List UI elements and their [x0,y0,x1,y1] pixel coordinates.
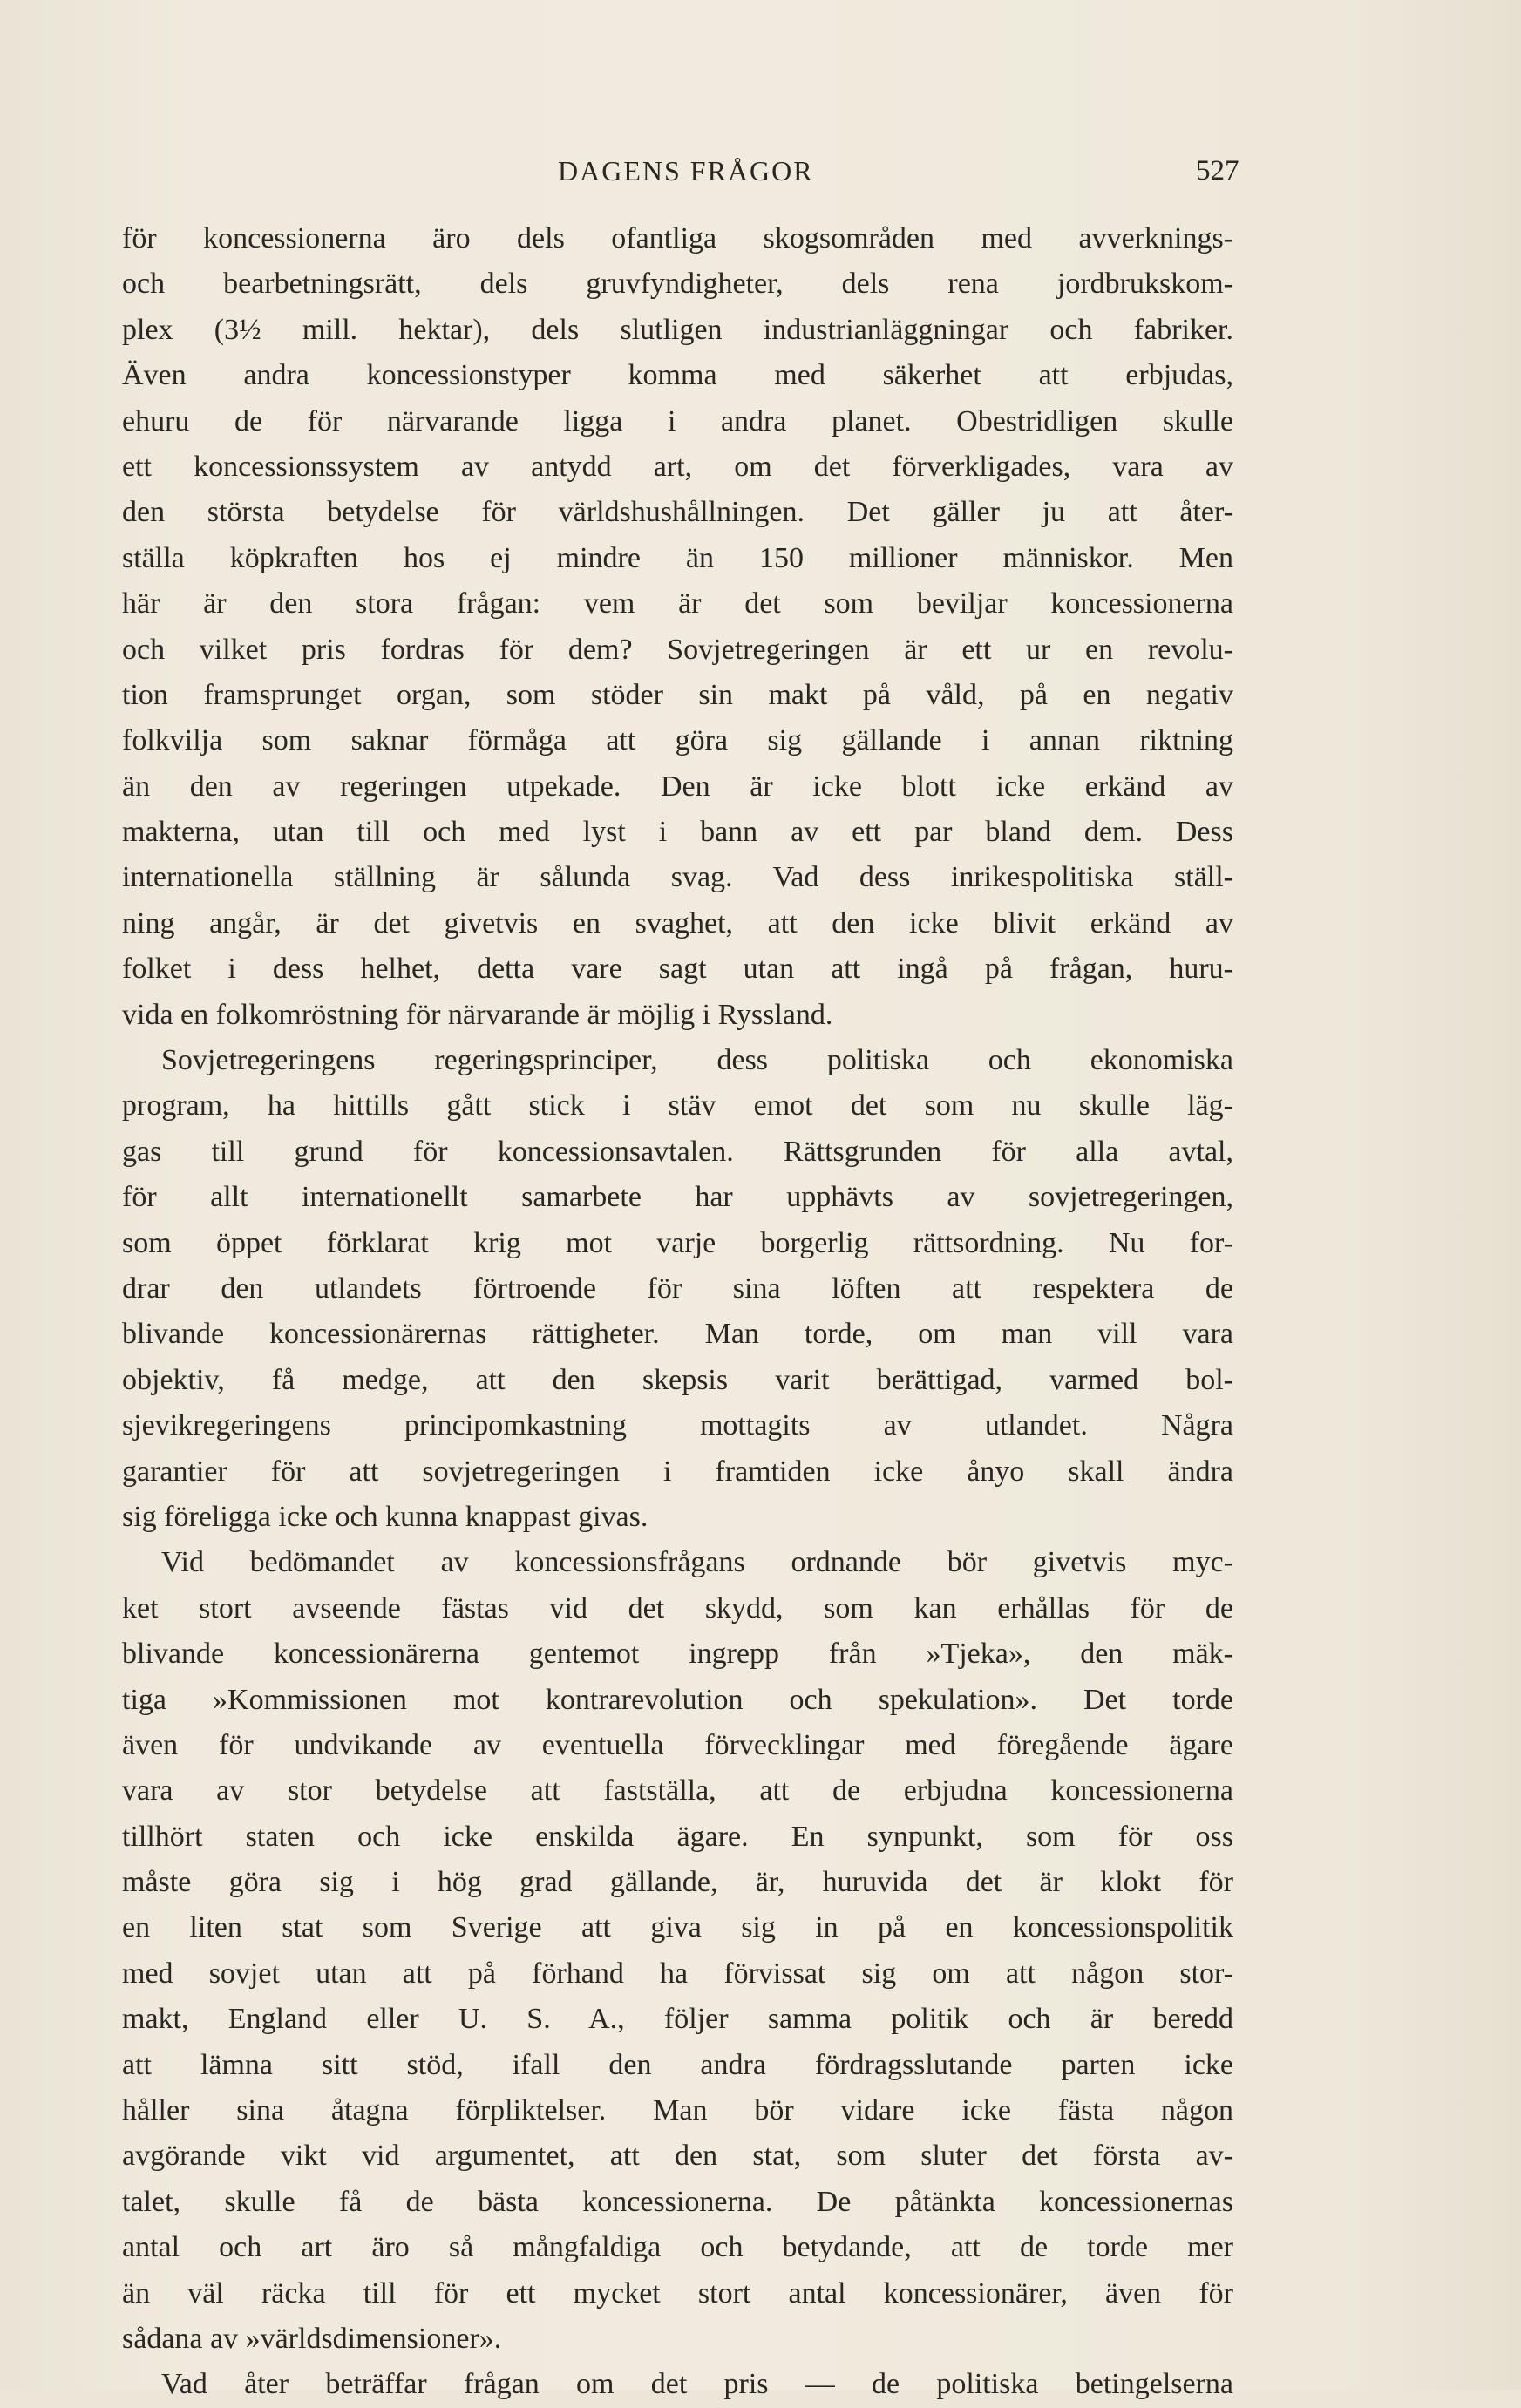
text-line-paragraph-end: vida en folkomröstning för närvarande är möjlig i Ryssland. [122,998,833,1031]
text-line: talet, skulle få de bästa koncessionerna. De påtänkta koncessionernas [122,2185,1233,2218]
text-line: blivande koncessionärernas rättigheter. Man torde, om man vill vara [122,1318,1233,1351]
text-line: med sovjet utan att på förhand ha förvissat sig om att någon stor- [122,1957,1233,1990]
text-line: makterna, utan till och med lyst i bann av ett par bland dem. Dess [122,816,1233,849]
text-line: här är den stora frågan: vem är det som beviljar koncessionerna [122,587,1233,621]
text-line: en liten stat som Sverige att giva sig in på en koncessionspolitik [122,1911,1233,1944]
text-line: ehuru de för närvarande ligga i andra planet. Obestridligen skulle [122,404,1233,438]
text-line: drar den utlandets förtroende för sina löften att respektera de [122,1272,1233,1305]
text-line-paragraph-start: Sovjetregeringens regeringsprinciper, dess politiska och ekonomiska [161,1044,1233,1077]
text-line: ett koncessionssystem av antydd art, om det förverkligades, vara av [122,450,1233,483]
text-line: håller sina åtagna förpliktelser. Man bör vidare icke fästa någon [122,2094,1233,2127]
text-line: och vilket pris fordras för dem? Sovjetregeringen är ett ur en revolu- [122,633,1233,666]
text-line: vara av stor betydelse att fastställa, att de erbjudna koncessionerna [122,1774,1233,1808]
text-line: ket stort avseende fästas vid det skydd, som kan erhållas för de [122,1591,1233,1625]
text-line: folkvilja som saknar förmåga att göra sig gällande i annan riktning [122,724,1233,757]
text-line: än den av regeringen utpekade. Den är icke blott icke erkänd av [122,770,1233,803]
body-text [122,216,1233,2408]
text-line: som öppet förklarat krig mot varje borgerlig rättsordning. Nu for- [122,1226,1233,1259]
text-line-paragraph-start: Vid bedömandet av koncessionsfrågans ordnande bör givetvis myc- [161,1546,1233,1579]
text-line: garantier för att sovjetregeringen i framtiden icke ånyo skall ändra [122,1455,1233,1488]
text-line: program, ha hittills gått stick i stäv emot det som nu skulle läg- [122,1089,1233,1123]
text-line: avgörande vikt vid argumentet, att den stat, som sluter det första av- [122,2140,1233,2173]
text-line: tiga »Kommissionen mot kontrarevolution och spekulation». Det torde [122,1683,1233,1716]
text-line: folket i dess helhet, detta vare sagt utan att ingå på frågan, huru- [122,953,1233,986]
text-line: blivande koncessionärerna gentemot ingrepp från »Tjeka», den mäk- [122,1638,1233,1671]
text-line: ställa köpkraften hos ej mindre än 150 millioner människor. Men [122,541,1233,574]
text-line: makt, England eller U. S. A., följer samma politik och är beredd [122,2003,1233,2036]
text-line-paragraph-end: sådana av »världsdimensioner». [122,2322,502,2355]
text-line: och bearbetningsrätt, dels gruvfyndigheter, dels rena jordbrukskom- [122,268,1233,301]
text-line: ning angår, är det givetvis en svaghet, att den icke blivit erkänd av [122,906,1233,939]
running-head [0,155,1521,199]
text-line: Även andra koncessionstyper komma med säkerhet att erbjudas, [122,359,1233,392]
text-line: att lämna sitt stöd, ifall den andra fördragsslutande parten icke [122,2048,1233,2081]
running-head-title: DAGENS FRÅGOR [558,155,814,187]
text-line-paragraph-start: Vad åter beträffar frågan om det pris — de politiska betingelserna [161,2368,1233,2401]
text-line: tillhört staten och icke enskilda ägare. En synpunkt, som för oss [122,1820,1233,1853]
text-line: tion framsprunget organ, som stöder sin makt på våld, på en negativ [122,678,1233,711]
text-line: internationella ställning är sålunda svag. Vad dess inrikespolitiska ställ- [122,861,1233,894]
text-line: plex (3½ mill. hektar), dels slutligen industrianläggningar och fabriker. [122,313,1233,346]
text-line: måste göra sig i hög grad gällande, är, huruvida det är klokt för [122,1866,1233,1899]
text-line: för allt internationellt samarbete har upphävts av sovjetregeringen, [122,1181,1233,1214]
text-line: antal och art äro så mångfaldiga och betydande, att de torde mer [122,2231,1233,2264]
text-line: gas till grund för koncessionsavtalen. Rättsgrunden för alla avtal, [122,1135,1233,1168]
text-line: objektiv, få medge, att den skepsis varit berättigad, varmed bol- [122,1363,1233,1396]
text-line: sjevikregeringens principomkastning mottagits av utlandet. Några [122,1409,1233,1442]
text-line: för koncessionerna äro dels ofantliga skogsområden med avverknings- [122,222,1233,254]
text-line: den största betydelse för världshushållningen. Det gäller ju att åter- [122,496,1233,529]
text-line: än väl räcka till för ett mycket stort antal koncessionärer, även för [122,2276,1233,2310]
page-number: 527 [1196,155,1239,187]
text-line: även för undvikande av eventuella förvecklingar med föregående ägare [122,1728,1233,1761]
text-line-paragraph-end: sig föreligga icke och kunna knappast givas. [122,1500,648,1533]
